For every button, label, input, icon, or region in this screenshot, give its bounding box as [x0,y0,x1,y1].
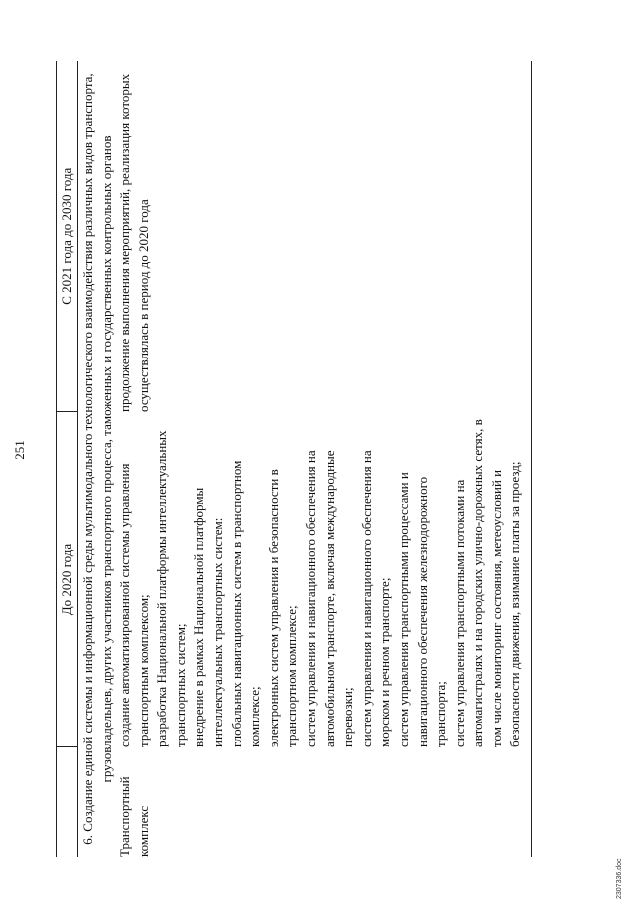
list-item: глобальных навигационных систем в транспортном комплексе; [228,460,263,747]
list-item: систем управления транспортными потоками на автомагистралях и на городских улично-дорожных сетях, в том числе мониторинг состояния, метеоусловий и безопасности движения, взимание платы за проезд; [451,419,523,747]
list-item: электронных систем управления и безопасности в транспортном комплексе; [265,469,300,747]
list-item: систем управления и навигационного обеспечения на автомобильном транспорте, включая международные перевозки; [302,450,356,747]
sector-cell: Транспортный комплекс [117,776,151,857]
list-item: создание автоматизированной системы управления транспортным комплексом; [117,463,151,747]
list-item: внедрение в рамках Национальной платформы интеллектуальных транспортных систем: [191,487,225,747]
header-after-2021: С 2021 года до 2030 года [57,61,78,412]
section-title: 6. Создание единой системы и информационной среды мультимодального технологического взаимодействия различных видов транспорта, грузовладельцев, других участников транспортного процесса, таможенных и государственных контрольных органов [80,73,114,845]
page-number: 251 [12,440,27,460]
rule-cell [525,412,532,747]
header-sector [57,747,78,857]
list-item: систем управления транспортными процессами и навигационного обеспечения железнодорожного транспорта; [395,472,449,747]
header-before-2020: До 2020 года [57,412,78,747]
section-title-row [78,61,117,857]
document-code: 2307336.doc [616,858,623,899]
table-row [116,61,525,857]
list-item: систем управления и навигационного обеспечения на морском и речном транспорте; [358,450,393,747]
table-header-row [57,61,78,857]
table-bottom-rule [525,61,532,857]
rule-cell [525,747,532,857]
rule-cell [525,61,532,412]
before-2020-cell [116,412,525,747]
list-item: разработка Национальной платформы интеллектуальных транспортных систем; [154,430,188,747]
after-2021-cell: продолжение выполнения мероприятий, реализация которых осуществлялась в период до 2020 года [117,73,151,412]
strategy-table [56,61,532,857]
